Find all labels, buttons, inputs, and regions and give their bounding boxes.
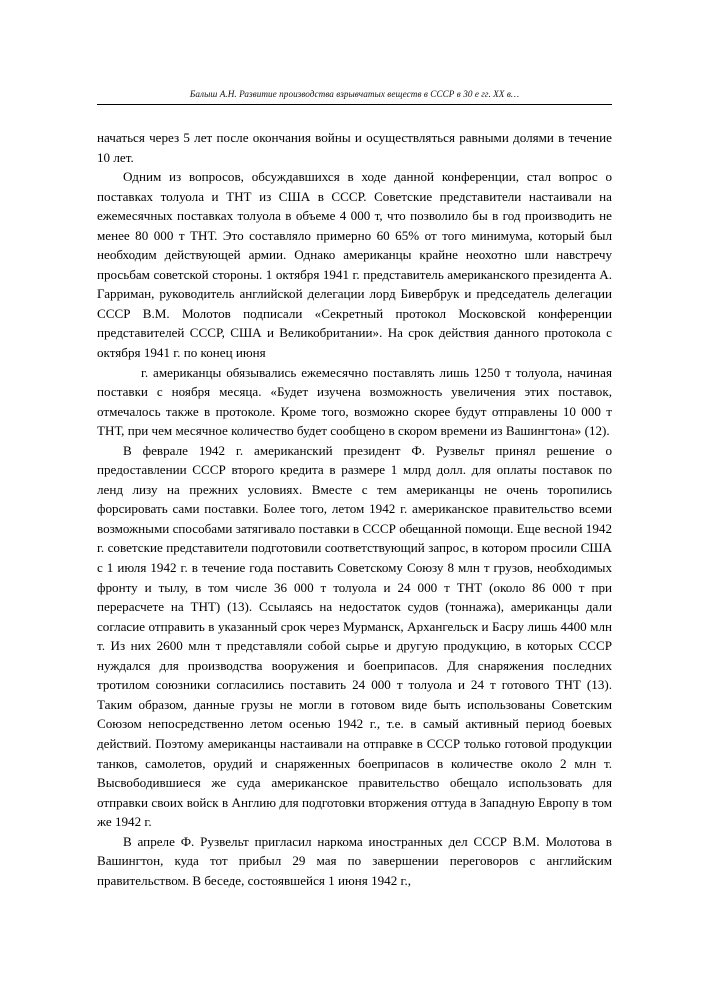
paragraph: Одним из вопросов, обсуждавшихся в ходе данной конференции, стал вопрос о поставках толуола и ТНТ из США в СССР. Советские представители настаивали на ежемесячных поставках толуола в объеме 4 000 т, что позволило бы в год производить не менее 80 000 т ТНТ. Это составляло примерно 60 65% от того минимума, который был необходим действующей армии. Однако американцы крайне неохотно шли навстречу просьбам советской стороны. 1 октября 1941 г. представитель американского президента А. Гарриман, руководитель английской делегации лорд Бивербрук и председатель делегации СССР В.М. Молотов подписали «Секретный протокол Московской конференции представителей СССР, США и Великобритании». На срок действия данного протокола с октября 1941 г. по конец июня — [97, 169, 612, 361]
paragraph: г. американцы обязывались ежемесячно поставлять лишь 1250 т толуола, начиная поставки с ноября месяца. «Будет изучена возможность увеличения этих поставок, отмечалось также в протоколе. Кроме того, возможно скорее будут отправлены 10 000 т ТНТ, при чем месячное количество будет сообщено в скором времени из Вашингтона» (12). — [97, 364, 612, 439]
running-head: Балыш А.Н. Развитие производства взрывчатых веществ в СССР в 30 е гг. XX в… — [189, 89, 520, 99]
header-divider-rule — [97, 104, 612, 105]
paragraph: начаться через 5 лет после окончания войны и осуществляться равными долями в течение 10 лет. — [97, 130, 612, 165]
paragraph: В апреле Ф. Рузвельт пригласил наркома иностранных дел СССР В.М. Молотова в Вашингтон, куда тот прибыл 29 мая по завершении переговоров с английским правительством. В беседе, состоявшейся 1 июня 1942 г., — [97, 833, 612, 888]
paragraph: В феврале 1942 г. американский президент Ф. Рузвельт принял решение о предоставлении СССР второго кредита в размере 1 млрд долл. для оплаты поставок по ленд лизу на прежних условиях. Вместе с тем американцы не очень торопились форсировать сами поставки. Более того, летом 1942 г. американское правительство всеми возможными способами затягивало поставки в СССР обещанной помощи. Еще весной 1942 г. советские представители подготовили соответствующий запрос, в котором просили США с 1 июля 1942 г. в течение года поставить Советскому Союзу 8 млн т грузов, необходимых фронту и тылу, в том числе 36 000 т толуола и 24 000 т ТНТ (около 86 000 т при перерасчете на ТНТ) (13). Ссылаясь на недостаток судов (тоннажа), американцы дали согласие отправить в указанный срок через Мурманск, Архангельск и Басру лишь 4400 млн т. Из них 2600 млн т представляли собой сырье и другую продукцию, в которых СССР нуждался для производства вооружения и боеприпасов. Для снаряжения последних тротилом союзники согласились поставить 24 000 т толуола и 24 т готового ТНТ (13). Таким образом, данные грузы не могли в готовом виде быть использованы Советским Союзом непосредственно летом осенью 1942 г., т.е. в самый активный период боевых действий. Поэтому американцы настаивали на отправке в СССР только готовой продукции танков, самолетов, орудий и снаряженных боеприпасов в количестве около 2 млн т. Высвободившиеся же суда американское правительство обещало использовать для отправки своих войск в Англию для подготовки вторжения оттуда в Западную Европу в том же 1942 г. — [97, 442, 612, 830]
body-text-block — [97, 128, 612, 890]
